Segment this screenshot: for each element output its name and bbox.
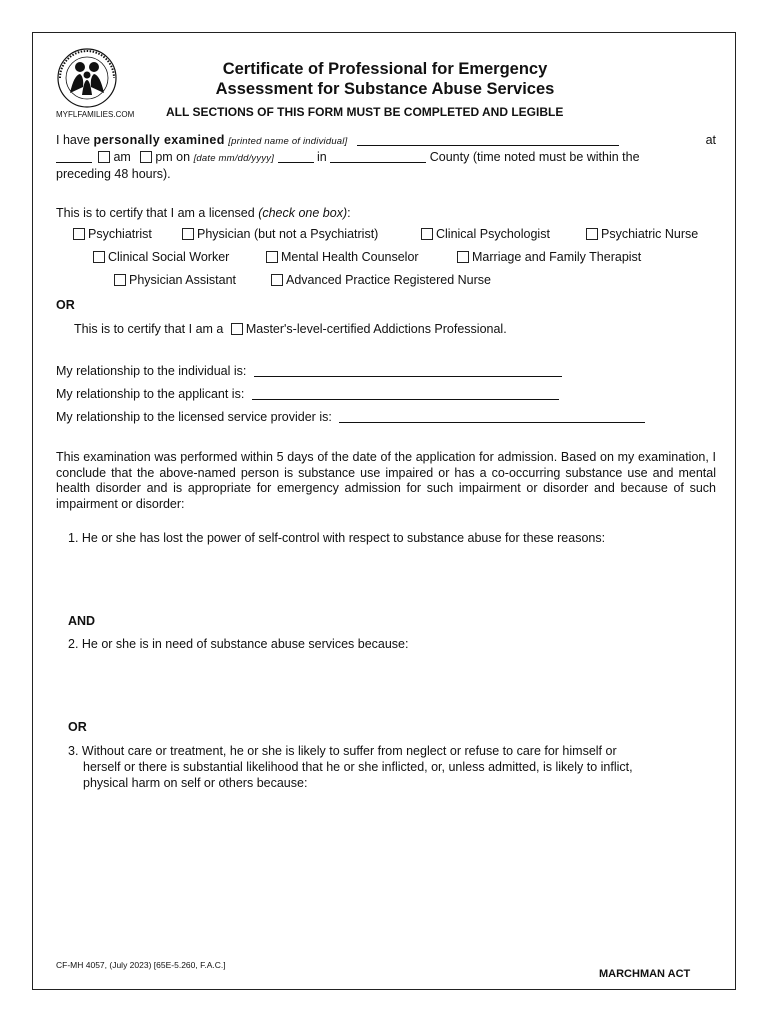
am-label: am bbox=[113, 150, 131, 164]
criterion-3-line2: herself or there is substantial likelihood that he or she inflicted, or, unless admitted, is likely to inflict, bbox=[83, 760, 633, 774]
masters-checkbox[interactable] bbox=[231, 323, 243, 335]
checkbox[interactable] bbox=[586, 228, 598, 240]
preceding-text: preceding 48 hours). bbox=[56, 167, 171, 181]
exam-text-personally-examined: personally examined bbox=[93, 133, 225, 147]
relationship-applicant bbox=[56, 387, 559, 401]
criterion-2: 2. He or she is in need of substance abuse services because: bbox=[68, 637, 409, 651]
or-separator-2: OR bbox=[68, 720, 87, 734]
criterion-3-line3: physical harm on self or others because: bbox=[83, 776, 308, 790]
license-option-aprn[interactable] bbox=[271, 273, 491, 287]
masters-line bbox=[74, 322, 507, 336]
exam-line-2 bbox=[56, 150, 716, 164]
option-label: Marriage and Family Therapist bbox=[472, 250, 642, 264]
option-label: Psychiatric Nurse bbox=[601, 227, 699, 241]
relationship-individual bbox=[56, 364, 562, 378]
relationship-individual-label: My relationship to the individual is: bbox=[56, 364, 247, 378]
relationship-provider-label: My relationship to the licensed service provider is: bbox=[56, 410, 332, 424]
option-label: Clinical Psychologist bbox=[436, 227, 550, 241]
individual-name-field[interactable] bbox=[357, 133, 619, 146]
criterion-1: 1. He or she has lost the power of self-control with respect to substance abuse for these reasons: bbox=[68, 531, 606, 545]
masters-option-label: Master's-level-certified Addictions Professional. bbox=[245, 322, 507, 336]
license-option-mental-health-counselor[interactable] bbox=[266, 250, 419, 264]
license-intro-text: This is to certify that I am a licensed bbox=[56, 206, 255, 220]
exam-text-i-have: I have bbox=[56, 133, 91, 147]
license-option-clinical-psychologist[interactable] bbox=[421, 227, 550, 241]
checkbox[interactable] bbox=[73, 228, 85, 240]
county-field[interactable] bbox=[330, 150, 426, 163]
exam-text-at: at bbox=[705, 133, 716, 147]
or-separator: OR bbox=[56, 298, 75, 312]
option-label: Advanced Practice Registered Nurse bbox=[286, 273, 491, 287]
relationship-individual-field[interactable] bbox=[254, 364, 562, 377]
license-option-clinical-social-worker[interactable] bbox=[93, 250, 229, 264]
pm-on-label: pm on bbox=[155, 150, 191, 164]
relationship-applicant-label: My relationship to the applicant is: bbox=[56, 387, 245, 401]
license-option-physician[interactable] bbox=[182, 227, 378, 241]
date-hint: [date mm/dd/yyyy] bbox=[193, 153, 275, 164]
am-checkbox[interactable] bbox=[98, 151, 110, 163]
relationship-provider-field[interactable] bbox=[339, 410, 645, 423]
option-label: Physician Assistant bbox=[129, 273, 236, 287]
license-intro bbox=[56, 206, 351, 220]
department-seal-logo bbox=[56, 47, 118, 117]
pm-checkbox[interactable] bbox=[140, 151, 152, 163]
checkbox[interactable] bbox=[93, 251, 105, 263]
license-option-psychiatrist[interactable] bbox=[73, 227, 152, 241]
license-option-psychiatric-nurse[interactable] bbox=[586, 227, 698, 241]
relationship-provider bbox=[56, 410, 645, 424]
date-field[interactable] bbox=[278, 150, 314, 163]
and-separator: AND bbox=[68, 614, 96, 628]
option-label: Mental Health Counselor bbox=[281, 250, 419, 264]
act-name: MARCHMAN ACT bbox=[599, 968, 691, 980]
license-option-physician-assistant[interactable] bbox=[114, 273, 236, 287]
name-hint: [printed name of individual] bbox=[228, 136, 348, 147]
license-intro-colon: : bbox=[347, 206, 351, 220]
county-text: County (time noted must be within the bbox=[429, 150, 640, 164]
checkbox[interactable] bbox=[421, 228, 433, 240]
form-id: CF-MH 4057, (July 2023) [65E-5.260, F.A.C.] bbox=[56, 960, 226, 970]
masters-intro: This is to certify that I am a bbox=[74, 322, 224, 336]
exam-text-in: in bbox=[317, 150, 327, 164]
completion-notice: ALL SECTIONS OF THIS FORM MUST BE COMPLETED AND LEGIBLE bbox=[166, 105, 564, 119]
page-title-line1: Certificate of Professional for Emergency bbox=[222, 60, 548, 78]
criterion-3-line1: 3. Without care or treatment, he or she is likely to suffer from neglect or refuse to care for himself or bbox=[68, 744, 617, 758]
checkbox[interactable] bbox=[457, 251, 469, 263]
option-label: Psychiatrist bbox=[88, 227, 152, 241]
relationship-applicant-field[interactable] bbox=[252, 387, 559, 400]
checkbox[interactable] bbox=[266, 251, 278, 263]
license-intro-hint: (check one box) bbox=[258, 206, 348, 220]
exam-line-1 bbox=[56, 133, 716, 147]
checkbox[interactable] bbox=[271, 274, 283, 286]
logo-url: MYFLFAMILIES.COM bbox=[56, 110, 135, 119]
page-title-line2: Assessment for Substance Abuse Services bbox=[215, 80, 555, 98]
license-option-marriage-family-therapist[interactable] bbox=[457, 250, 641, 264]
checkbox[interactable] bbox=[182, 228, 194, 240]
option-label: Clinical Social Worker bbox=[108, 250, 230, 264]
exam-paragraph: This examination was performed within 5 days of the date of the application for admission. Based on my examination, I conclude that the above-named person is substance use impaired or has a co-occurring substance use and mental health disorder and is appropriate for emergency admission for such impairment or disorder and because of such impairment or disorder: bbox=[56, 450, 716, 511]
checkbox[interactable] bbox=[114, 274, 126, 286]
option-label: Physician (but not a Psychiatrist) bbox=[197, 227, 379, 241]
time-field[interactable] bbox=[56, 150, 92, 163]
